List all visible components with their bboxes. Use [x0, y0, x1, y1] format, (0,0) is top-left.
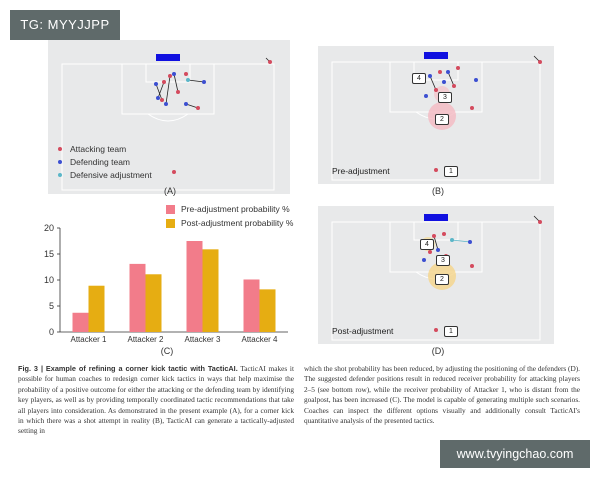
goal-a [156, 54, 180, 61]
defending-dot-icon [58, 160, 62, 164]
figure-caption-left [18, 364, 294, 437]
goal-b [424, 52, 448, 59]
marker-1-b: 1 [444, 166, 458, 177]
panel-c-chart [30, 200, 300, 360]
bar-post-2 [146, 274, 162, 332]
x-tick-label: Attacker 1 [70, 335, 107, 344]
y-tick-label: 10 [43, 275, 54, 285]
bar-pre-4 [244, 279, 260, 332]
marker-1-d: 1 [444, 326, 458, 337]
x-tick-label: Attacker 2 [127, 335, 164, 344]
adjustment-dot-icon [58, 173, 62, 177]
y-tick-label: 5 [48, 301, 54, 311]
panel-b-letter: (B) [432, 186, 444, 196]
bar-pre-1 [73, 313, 89, 332]
marker-4-d: 4 [420, 239, 434, 250]
caption-left-text: TacticAI makes it possible for human coaches to redesign corner kick tactics in ways that help maximise the probability of a positive outcome for either the attacking or the defending team by identifying key players, as well as by providing temporally coordinated tactic recommendations that take all players into consideration. As demonstrated in the present example (A), for a corner kick in which there was a shot attempt in reality (B), TacticAI can generate a tactically-adjusted setting in [18, 364, 294, 436]
panel-d-letter: (D) [431, 346, 445, 356]
goal-d [424, 214, 448, 221]
legend-attacking: Attacking team [58, 144, 126, 154]
figure-label: Fig. 3 | Example of refining a corner kick tactic with TacticAI. [18, 364, 238, 373]
bar-post-1 [89, 286, 105, 332]
panel-c-letter: (C) [160, 346, 174, 356]
panel-a-letter: (A) [164, 186, 176, 196]
watermark-top-left: TG: MYYJJPP [10, 10, 120, 40]
marker-3-d: 3 [436, 255, 450, 266]
pre-adjustment-label: Pre-adjustment [332, 166, 390, 176]
panel-a [48, 40, 290, 194]
bar-post-3 [203, 249, 219, 332]
y-tick-label: 20 [43, 223, 54, 233]
bar-post-4 [260, 289, 276, 332]
panel-d [318, 206, 554, 344]
panel-b [318, 46, 554, 184]
attacking-dot-icon [58, 147, 62, 151]
chart-legend-pre: Pre-adjustment probability % [166, 204, 290, 214]
x-tick-label: Attacker 4 [241, 335, 278, 344]
marker-4-b: 4 [412, 73, 426, 84]
post-swatch-icon [166, 219, 175, 228]
figure-caption-right [304, 364, 580, 426]
x-tick-label: Attacker 3 [184, 335, 221, 344]
legend-adjustment: Defensive adjustment [58, 170, 152, 180]
y-tick-label: 15 [43, 249, 54, 259]
post-adjustment-label: Post-adjustment [332, 326, 394, 336]
bar-pre-3 [187, 241, 203, 332]
chart-legend-post: Post-adjustment probability % [166, 218, 293, 228]
bar-pre-2 [130, 264, 146, 332]
players-a [154, 58, 272, 174]
legend-defending: Defending team [58, 157, 130, 167]
caption-right-text: which the shot probability has been reduced, by adjusting the positioning of the defenders (D). The suggested defender positions result in reduced receiver probability for attacking players 2–5 (see bottom row), while the receiver probability of Attacker 1, who is distant from the goalpost, has been increased (C). The model is capable of generating multiple such scenarios. Coaches can inspect the different options visually and additionally consult TacticAI's quantitative analysis of the presented tactics. [304, 364, 580, 426]
marker-2-d: 2 [435, 274, 449, 285]
marker-2-b: 2 [435, 114, 449, 125]
watermark-bottom-right: www.tvyingchao.com [440, 440, 590, 468]
pre-swatch-icon [166, 205, 175, 214]
marker-3-b: 3 [438, 92, 452, 103]
y-tick-label: 0 [48, 327, 54, 337]
